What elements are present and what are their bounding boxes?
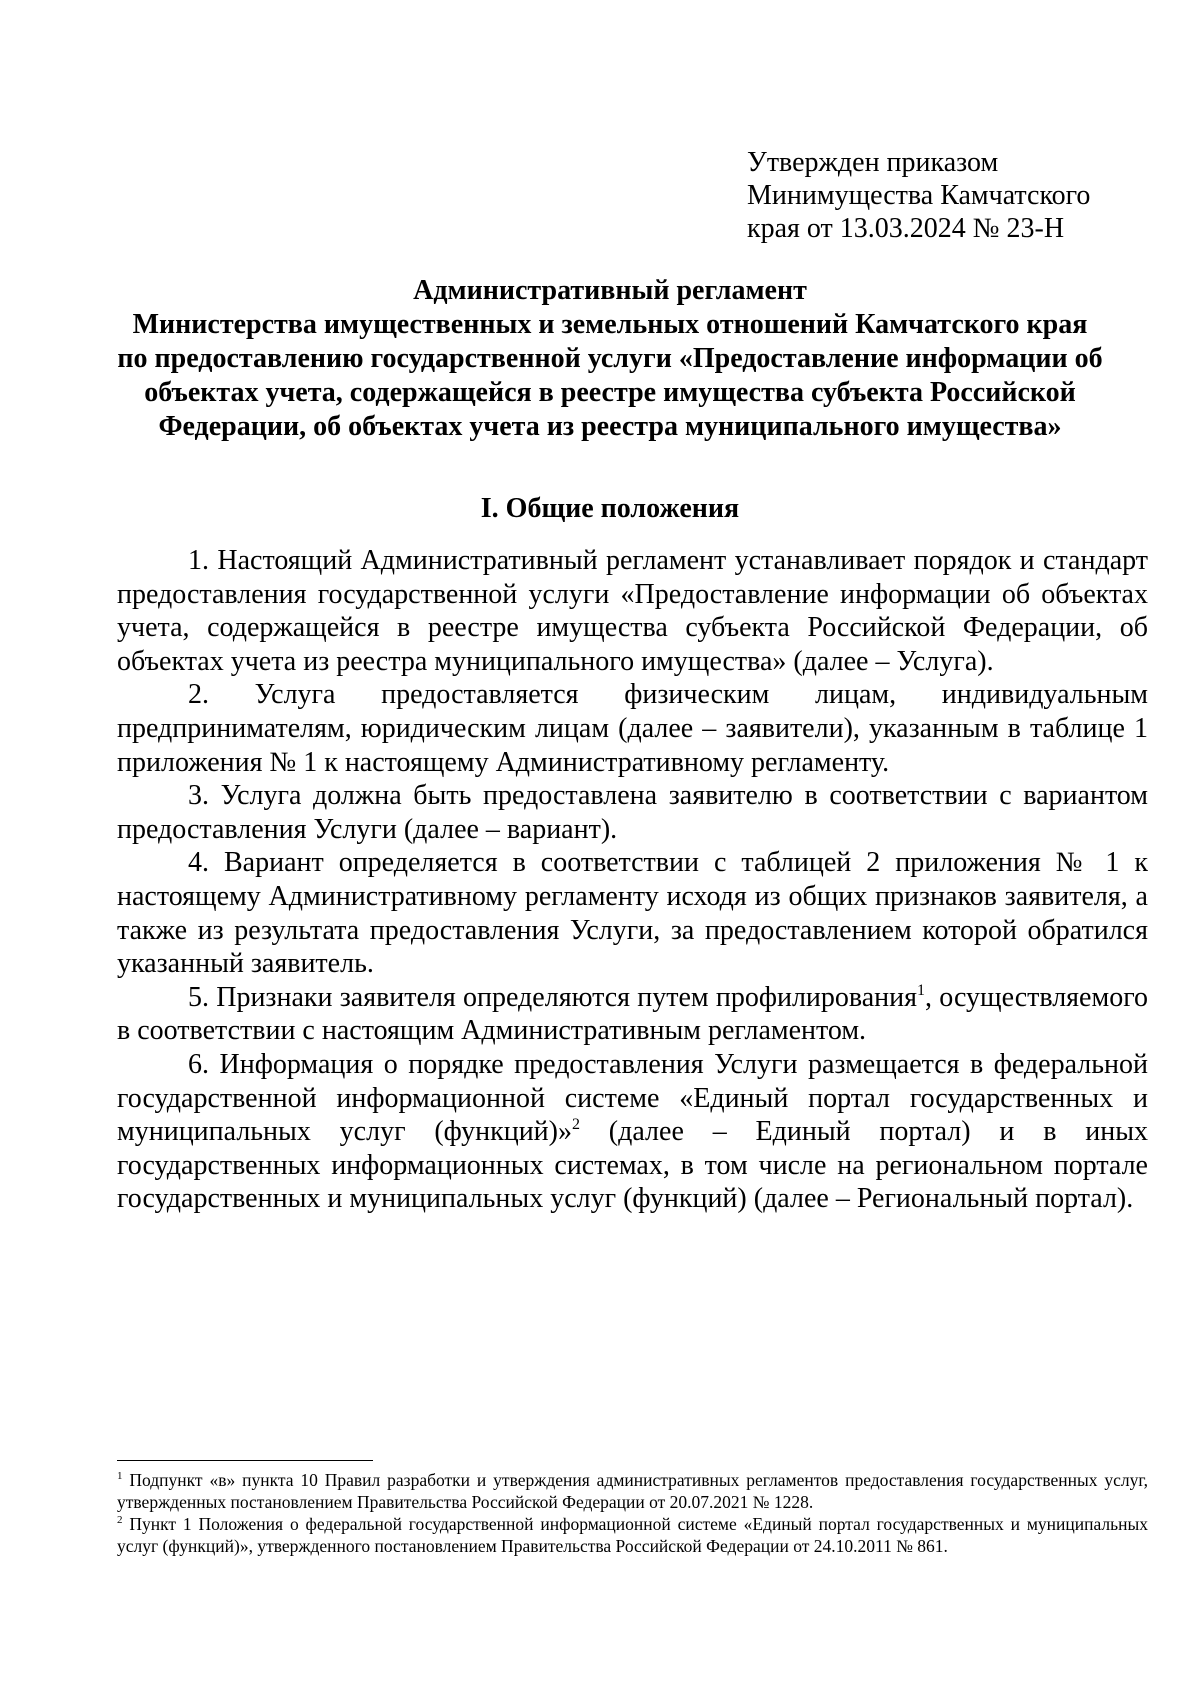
footnote-separator <box>117 1460 373 1461</box>
title-line-5: Федерации, об объектах учета из реестра муниципального имущества» <box>158 411 1062 442</box>
paragraph-2: 2. Услуга предоставляется физическим лицам, индивидуальным предпринимателям, юридическим лицам (далее – заявители), указанным в таблице 1 приложения № 1 к настоящему Административному регламенту. <box>117 679 1148 778</box>
section-heading: I. Общие положения <box>480 493 740 524</box>
paragraph-6 <box>117 1048 1148 1216</box>
footnote-2-text: Пункт 1 Положения о федеральной государственной информационной системе «Единый портал государственных и муниципальных услуг (функций)», утвержденного постановлением Правительства Российской Федерации от 24.10.2011 № 861. <box>117 1514 1148 1556</box>
paragraph-6-text-after: (далее – Единый портал) и в иных государственных информационных системах, в том числе на региональном портале государственных и муниципальных услуг (функций) (далее – Региональный портал). <box>117 1116 1149 1215</box>
footnote-1-text: Подпункт «в» пункта 10 Правил разработки и утверждения административных регламентов предоставления государственных услуг, утвержденных постановлением Правительства Российской Федерации от 20.07.2021 № 1228. <box>117 1470 1148 1512</box>
title-line-4: объектах учета, содержащейся в реестре имущества субъекта Российской <box>144 377 1076 408</box>
footnote-ref-2[interactable]: 2 <box>572 1116 580 1134</box>
footnote-1-mark: 1 <box>117 1470 123 1482</box>
document-title <box>110 274 1110 444</box>
footnote-1 <box>117 1469 1148 1513</box>
title-line-3: по предоставлению государственной услуги «Предоставление информации об <box>117 343 1103 374</box>
paragraph-5-text-before: 5. Признаки заявителя определяются путем профилирования <box>188 981 918 1013</box>
paragraph-3: 3. Услуга должна быть предоставлена заявителю в соответствии с вариантом предоставления Услуги (далее – вариант). <box>117 780 1148 845</box>
title-line-1: Административный регламент <box>413 275 807 306</box>
title-line-2: Министерства имущественных и земельных отношений Камчатского края <box>132 309 1088 340</box>
paragraph-1: 1. Настоящий Административный регламент устанавливает порядок и стандарт предоставления государственной услуги «Предоставление информации об объектах учета, содержащейся в реестре имущества субъекта Российской Федерации, об объектах учета из реестра муниципального имущества» (далее – Услуга). <box>117 545 1148 677</box>
footnote-ref-1[interactable]: 1 <box>917 981 926 999</box>
footnotes-block <box>117 1469 1148 1557</box>
paragraph-5 <box>117 981 1148 1048</box>
approval-stamp-block <box>747 146 1090 245</box>
approval-line-2: Минимущества Камчатского <box>747 180 1091 211</box>
approval-line-3: края от 13.03.2024 № 23-Н <box>747 213 1065 244</box>
footnote-2 <box>117 1513 1148 1557</box>
paragraph-6-text-before: 6. Информация о порядке предоставления Услуги размещается в федеральной государственной информационной системе «Единый портал государственных и муниципальных услуг (функций)» <box>117 1048 1148 1148</box>
footnote-2-mark: 2 <box>117 1514 123 1526</box>
approval-line-1: Утвержден приказом <box>747 147 999 178</box>
paragraph-4: 4. Вариант определяется в соответствии с таблицей 2 приложения № 1 к настоящему Административному регламенту исходя из общих признаков заявителя, а также из результата предоставления Услуги, за предоставлением которой обратился указанный заявитель. <box>117 847 1148 980</box>
section-body <box>117 544 1148 1216</box>
paragraph-5-text-after: , осуществляемого в соответствии с настоящим Административным регламентом. <box>117 981 1148 1047</box>
